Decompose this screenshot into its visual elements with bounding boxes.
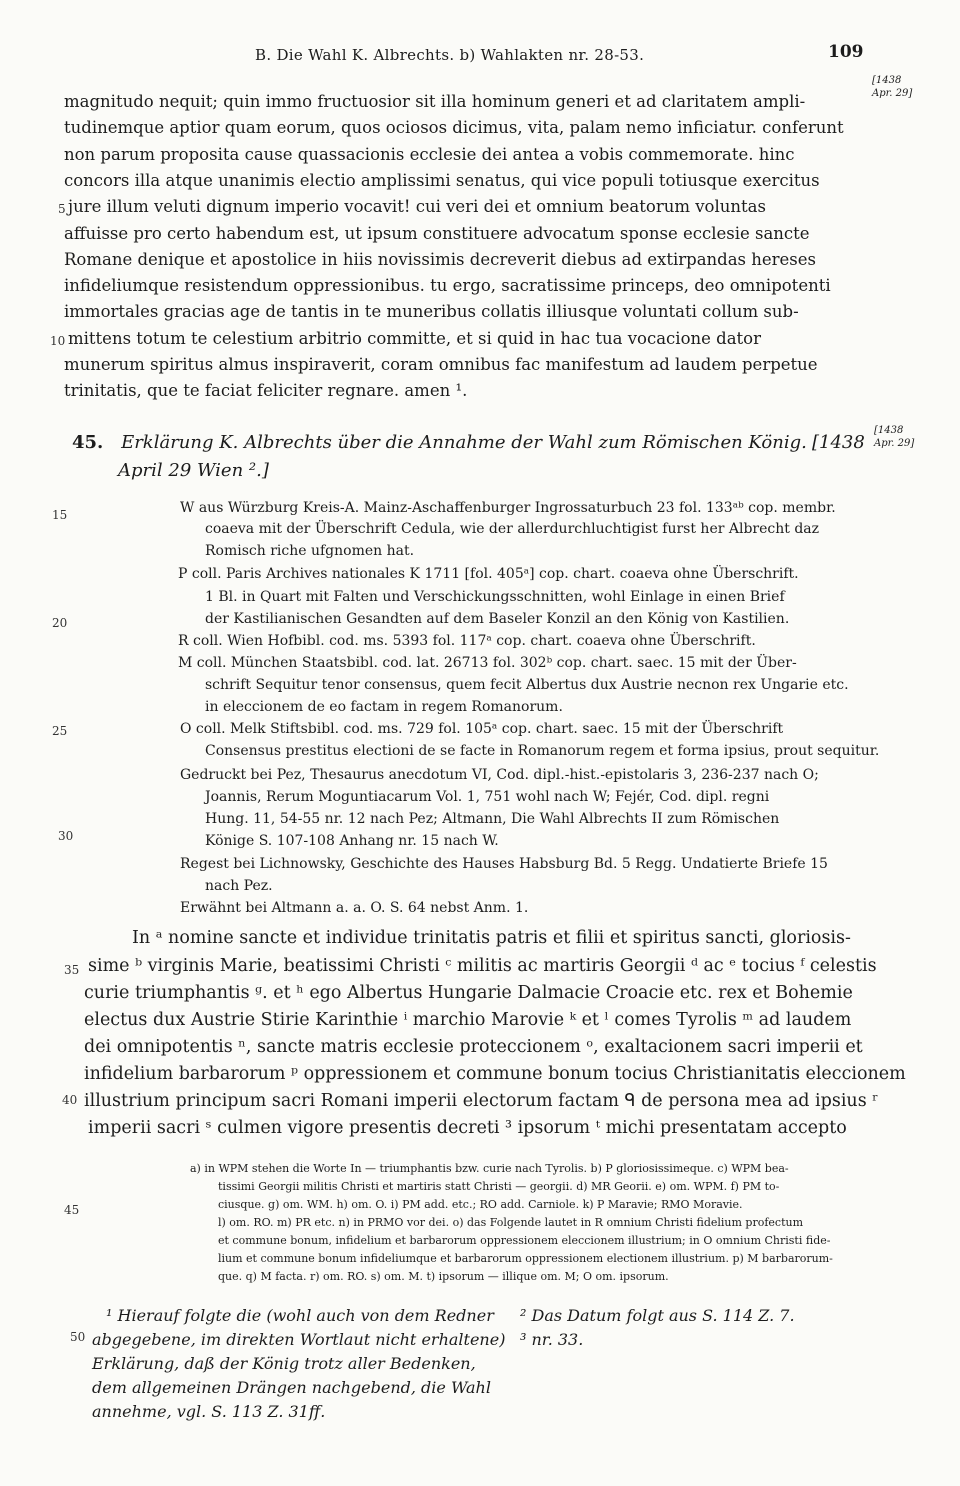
- body-line: munerum spiritus almus inspiraverit, coram omnibus fac manifestum ad laudem perpetue: [64, 355, 818, 374]
- line-number: 50: [70, 1330, 86, 1344]
- body-line: trinitatis, que te faciat feliciter regnare. amen ¹.: [64, 381, 468, 400]
- apparatus-line: que. q) M facta. r) om. RO. s) om. M. t) ipsorum — illique om. M; O om. ipsorum.: [218, 1270, 669, 1283]
- body-line: immortales gracias age de tantis in te muneribus collatis illiusque voluntati collum sub-: [64, 302, 799, 321]
- line-number: 45: [64, 1203, 80, 1217]
- footnote-line: ¹ Hierauf folgte die (wohl auch von dem Redner: [106, 1306, 494, 1325]
- footnote-line: annehme, vgl. S. 113 Z. 31ff.: [92, 1402, 326, 1421]
- source-line: Könige S. 107-108 Anhang nr. 15 nach W.: [205, 833, 499, 849]
- source-line: in eleccionem de eo factam in regem Romanorum.: [205, 699, 563, 715]
- body-line: mittens totum te celestium arbitrio committe, et si quid in hac tua vocacione dator: [68, 329, 761, 348]
- source-line: M coll. München Staatsbibl. cod. lat. 26713 fol. 302ᵇ cop. chart. saec. 15 mit der Über-: [178, 655, 797, 671]
- footnote-line: dem allgemeinen Drängen nachgebend, die Wahl: [92, 1378, 491, 1397]
- text-line: In ᵃ nomine sancte et individue trinitatis patris et filii et spiritus sancti, gloriosis-: [132, 928, 851, 948]
- source-line: W aus Würzburg Kreis-A. Mainz-Aschaffenburger Ingrossaturbuch 23 fol. 133ᵃᵇ cop. membr.: [180, 500, 836, 516]
- apparatus-line: a) in WPM stehen die Worte In — triumphantis bzw. curie nach Tyrolis. b) P gloriosissimeque. c) WPM bea-: [190, 1162, 789, 1175]
- apparatus-line: et commune bonum, infidelium et barbarorum oppressionem eleccionem illustrium; in O omnium Christi fide-: [218, 1234, 831, 1247]
- footnote-line: ³ nr. 33.: [520, 1330, 584, 1349]
- source-line: Joannis, Rerum Moguntiacarum Vol. 1, 751 wohl nach W; Fejér, Cod. dipl. regni: [205, 789, 770, 805]
- entry-title-date: April 29 Wien ².]: [118, 460, 269, 481]
- body-line: jure illum veluti dignum imperio vocavit! cui veri dei et omnium beatorum voluntas: [68, 197, 766, 216]
- line-number: 10: [50, 334, 66, 348]
- source-line: der Kastilianischen Gesandten auf dem Baseler Konzil an den König von Kastilien.: [205, 611, 790, 627]
- source-line: Consensus prestitus electioni de se facte in Romanorum regem et forma ipsius, prout sequitur.: [205, 743, 880, 759]
- body-line: magnitudo nequit; quin immo fructuosior sit illa hominum generi et ad claritatem ampli-: [64, 92, 806, 111]
- body-line: non parum proposita cause quassacionis ecclesie dei antea a vobis commemorate. hinc: [64, 145, 795, 164]
- margin-date-entry: [1438 Apr. 29]: [874, 425, 915, 449]
- text-line: sime ᵇ virginis Marie, beatissimi Christi ᶜ militis ac martiris Georgii ᵈ ac ᵉ tocius ᶠ celestis: [88, 956, 877, 976]
- source-line: O coll. Melk Stiftsbibl. cod. ms. 729 fol. 105ᵃ cop. chart. saec. 15 mit der Überschrift: [180, 721, 784, 737]
- footnote-line: Erklärung, daß der König trotz aller Bedenken,: [92, 1354, 476, 1373]
- text-line: imperii sacri ˢ culmen vigore presentis decreti ³ ipsorum ᵗ michi presentatam accepto: [88, 1118, 847, 1138]
- margin-date-top: [1438 Apr. 29]: [872, 75, 913, 99]
- source-line: Regest bei Lichnowsky, Geschichte des Hauses Habsburg Bd. 5 Regg. Undatierte Briefe 15: [180, 856, 828, 872]
- body-line: concors illa atque unanimis electio amplissimi senatus, qui vice populi totiusque exercitus: [64, 171, 820, 190]
- source-line: Romisch riche ufgnomen hat.: [205, 543, 415, 559]
- footnote-line: ² Das Datum folgt aus S. 114 Z. 7.: [520, 1306, 795, 1325]
- source-line: Hung. 11, 54-55 nr. 12 nach Pez; Altmann, Die Wahl Albrechts II zum Römischen: [205, 811, 780, 827]
- entry-number: 45.: [72, 432, 104, 453]
- body-line: Romane denique et apostolice in hiis novissimis decreverit diebus ad extirpandas hereses: [64, 250, 817, 269]
- text-line: electus dux Austrie Stirie Karinthie ⁱ marchio Marovie ᵏ et ˡ comes Tyrolis ᵐ ad laudem: [84, 1010, 852, 1030]
- line-number: 15: [52, 508, 68, 522]
- page-number: 109: [828, 42, 864, 62]
- source-line: Erwähnt bei Altmann a. a. O. S. 64 nebst Anm. 1.: [180, 900, 529, 916]
- line-number: 25: [52, 724, 68, 738]
- text-line: dei omnipotentis ⁿ, sancte matris ecclesie proteccionem ᵒ, exaltacionem sacri imperii et: [84, 1037, 863, 1057]
- apparatus-line: lium et commune bonum infideliumque et barbarorum oppressionem electionem illustrium. p) M barbarorum-: [218, 1252, 833, 1265]
- source-line: 1 Bl. in Quart mit Falten und Verschickungsschnitten, wohl Einlage in einen Brief: [205, 589, 785, 605]
- line-number: 20: [52, 616, 68, 630]
- source-line: R coll. Wien Hofbibl. cod. ms. 5393 fol. 117ᵃ cop. chart. coaeva ohne Überschrift.: [178, 633, 756, 649]
- line-number: 5: [58, 202, 66, 216]
- source-line: nach Pez.: [205, 878, 273, 894]
- text-line: curie triumphantis ᵍ. et ʰ ego Albertus Hungarie Dalmacie Croacie etc. rex et Bohemie: [84, 983, 853, 1003]
- entry-date-bracket: [1438: [812, 432, 865, 453]
- source-line: schrift Sequitur tenor consensus, quem fecit Albertus dux Austrie necnon rex Ungarie etc.: [205, 677, 849, 693]
- body-line: infideliumque resistendum oppressionibus. tu ergo, sacratissime princeps, deo omnipotenti: [64, 276, 831, 295]
- entry-title: Erklärung K. Albrechts über die Annahme der Wahl zum Römischen König.: [121, 432, 807, 453]
- source-line: P coll. Paris Archives nationales K 1711 [fol. 405ᵃ] cop. chart. coaeva ohne Überschrift.: [178, 566, 799, 582]
- running-title: B. Die Wahl K. Albrechts. b) Wahlakten nr. 28-53.: [255, 46, 645, 64]
- source-line: Gedruckt bei Pez, Thesaurus anecdotum VI, Cod. dipl.-hist.-epistolaris 3, 236-237 nach O;: [180, 767, 819, 783]
- line-number: 30: [58, 829, 74, 843]
- apparatus-line: tissimi Georgii militis Christi et martiris statt Christi — georgii. d) MR Georii. e) om. WPM. f) PM to-: [218, 1180, 780, 1193]
- line-number: 35: [64, 963, 80, 977]
- apparatus-line: l) om. RO. m) PR etc. n) in PRMO vor dei. o) das Folgende lautet in R omnium Christi fidelium profectum: [218, 1216, 804, 1229]
- entry-heading: [72, 432, 807, 453]
- text-line: illustrium principum sacri Romani imperii electorum factam ᑫ de persona mea ad ipsius ʳ: [84, 1091, 879, 1111]
- apparatus-line: ciusque. g) om. WM. h) om. O. i) PM add. etc.; RO add. Carniole. k) P Maravie; RMO Moravie.: [218, 1198, 743, 1211]
- body-line: affuisse pro certo habendum est, ut ipsum constituere advocatum sponse ecclesie sancte: [64, 224, 810, 243]
- text-line: infidelium barbarorum ᵖ oppressionem et commune bonum tocius Christianitatis eleccionem: [84, 1064, 906, 1084]
- line-number: 40: [62, 1093, 78, 1107]
- body-line: tudinemque aptior quam eorum, quos ociosos dicimus, vita, palam nemo inficiatur. conferunt: [64, 118, 844, 137]
- footnote-line: abgegebene, im direkten Wortlaut nicht erhaltene): [92, 1330, 506, 1349]
- source-line: coaeva mit der Überschrift Cedula, wie der allerdurchluchtigist furst her Albrecht daz: [205, 521, 820, 537]
